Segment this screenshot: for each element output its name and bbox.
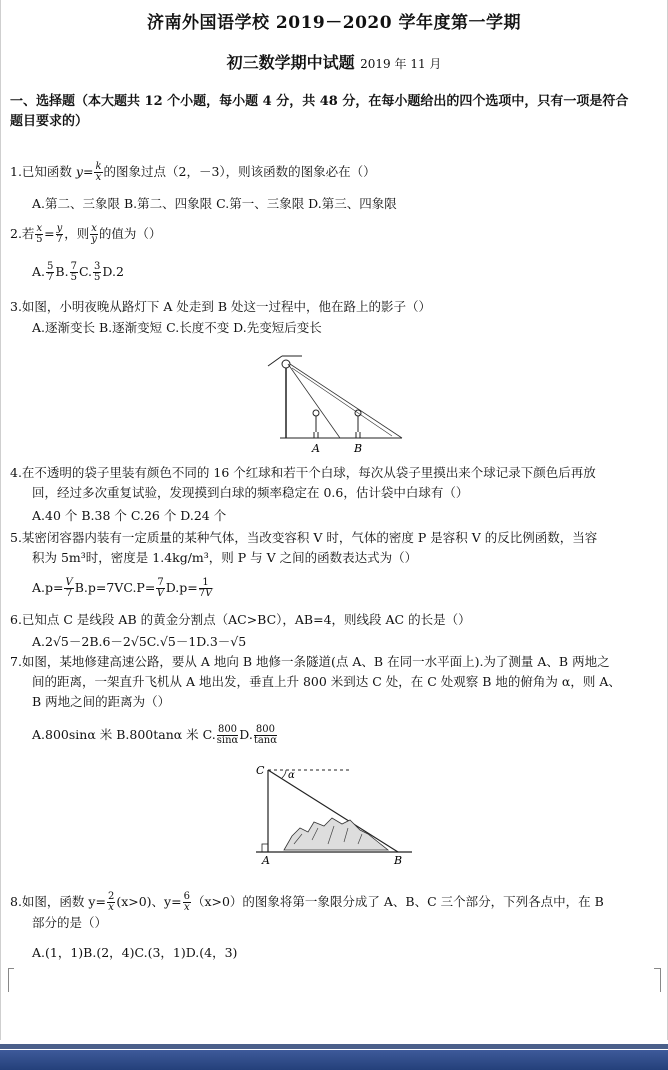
exam-title-text: 初三数学期中试题 [226,53,355,72]
school-title: 济南外国语学校 2019－2020 学年度第一学期 [147,13,521,33]
q2-stem-pre: 2.若 [10,226,35,241]
label-alpha: α [288,770,295,781]
section-heading-line1: 一、选择题（本大题共 12 个小题，每小题 4 分，共 48 分，在每小题给出的四个选项中，只有一项是符合 [10,94,629,109]
q2-options: A. $\frac{5}{7}$ B. $\frac{7}{5}$ C. $\frac{3}{5}$ D.2 [32,261,124,283]
question-5 [10,528,658,568]
footer-band [0,1050,668,1070]
exam-title [0,50,668,73]
q2-option-d: D.2 [102,264,124,279]
margin-corner-left-top [8,968,14,969]
q2-stem-mid: ，则 [64,226,90,241]
q7-c-num: 800 [217,724,238,735]
q8-stem-pre: 8.如图，函数 y= [10,894,106,909]
q1-options: A.第二、三象限 B.第二、四象限 C.第一、三象限 D.第三、四象限 [32,196,397,211]
q5-opt-d: D.p= [165,580,198,595]
q5-line1: 5.某密闭容器内装有一定质量的某种气体，当改变容积 V 时，气体的密度 P 是容积 V 的反比例函数，当容 [10,530,598,545]
q7-c-den: sinα [216,735,239,746]
q5-line2: 积为 5m³时，密度是 1.4kg/m³，则 P 与 V 之间的函数表达式为（） [32,550,418,565]
label-c: C [256,764,265,777]
margin-corner-right-top [654,968,660,969]
q5-opt-a: A.p= [32,580,64,595]
q7-opt-ab: A.800sinα 米 B.800tanα 米 C. [32,727,216,742]
q7-line2: 间的距离，一架直升飞机从 A 地出发，垂直上升 800 米到达 C 处，在 C 处观察 B 地的俯角为 α，则 A、 [32,674,621,689]
question-3: 3.如图，小明夜晚从路灯下 A 处走到 B 处这一过程中，他在路上的影子（） [10,299,432,314]
tunnel-figure [252,760,422,868]
q4-options: A.40 个 B.38 个 C.26 个 D.24 个 [32,508,227,523]
q1-fraction: $\frac{k}{x}$ [95,161,102,183]
q7-line3: B 两地之间的距离为（） [32,694,171,709]
exam-date: 2019 年 11 月 [360,57,442,71]
question-6: 6.已知点 C 是线段 AB 的黄金分割点（AC>BC），AB=4，则线段 AC 的长是（） [10,612,471,627]
document-footer-bar [0,1040,668,1070]
q4-line2: 回，经过多次重复试验，发现摸到白球的频率稳定在 0.6，估计袋中白球有（） [32,485,469,500]
q8-line2: 部分的是（） [32,915,108,930]
q1-stem-post: 的图象过点（2，－3），则该函数的图象必在（） [103,164,376,179]
q4-line1: 4.在不透明的袋子里装有颜色不同的 16 个红球和若干个白球，每次从袋子里摸出来个球记录下颜色后再放 [10,465,596,480]
q8-options: A.(1，1)B.(2，4)C.(3，1)D.(4，3) [32,945,238,960]
margin-corner-left [8,968,15,992]
mountain-shape [284,818,388,850]
q3-options: A.逐渐变长 B.逐渐变短 C.长度不变 D.先变短后变长 [32,320,322,335]
label-a: A [262,854,270,867]
q5-opt-b: B.p=7V [74,580,124,595]
section-heading [10,92,660,132]
q7-line1: 7.如图，某地修建高速公路，要从 A 地向 B 地修一条隧道(点 A、B 在同一水平面上).为了测量 A、B 两地之 [10,654,610,669]
person-a [313,410,319,438]
q5-opt-c: C.P= [123,580,156,595]
q7-opt-d: D. [239,727,253,742]
question-7 [10,652,658,712]
label-b: B [354,442,363,455]
question-4 [10,463,658,503]
streetlamp-figure [262,350,412,460]
q7-d-den: tanα [253,735,278,746]
q7-d-num: 800 [254,725,277,736]
label-a: A [312,442,320,455]
q2-stem-post: 的值为（） [98,226,162,241]
label-b: B [394,854,403,867]
question-1: 1.已知函数 y= $\frac{k}{x}$ 的图象过点（2，－3），则该函数的图象必在（） [10,161,376,183]
question-8: 8.如图，函数 y= $\frac{2}{x}$ (x>0)、y= $\frac{6}{x}$ （x>0）的图象将第一象限分成了 A、B、C 三个部分，下列各点中，在 B 部分的是（） [10,892,658,933]
right-angle-mark [262,844,268,852]
margin-corner-right [654,968,661,992]
q1-stem-pre: 1.已知函数 [10,164,76,179]
q7-options [32,725,278,746]
q6-options: A.2√5－2B.6－2√5C.√5－1D.3－√5 [32,634,247,649]
angle-arc [282,770,286,778]
q8-stem-mid1: (x>0)、y= [116,894,182,909]
section-heading-line2: 题目要求的） [10,114,89,129]
lamp-bulb [282,360,290,368]
footer-line [0,1044,668,1049]
question-2: 2.若 $\frac{x}{5}$ = $\frac{y}{7}$ ，则 $\frac{x}{y}$ 的值为（） [10,223,162,245]
q8-stem-mid2: （x>0）的图象将第一象限分成了 A、B、C 三个部分，下列各点中，在 B [191,894,604,909]
q5-options: A.p= $\frac{V}{7}$ B.p=7VC.P= $\frac{7}{V}$ D.p= $\frac{1}{7V}$ [32,577,213,599]
